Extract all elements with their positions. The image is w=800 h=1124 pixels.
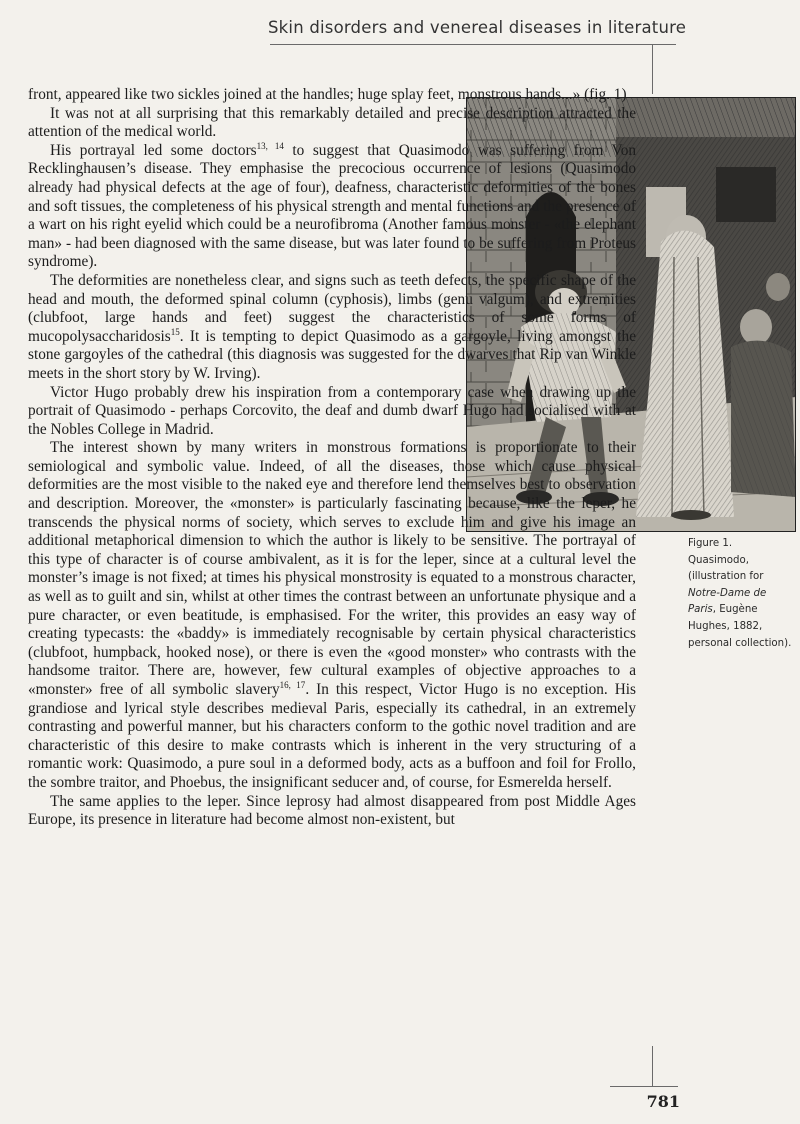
vertical-rule-bottom: [652, 1046, 653, 1086]
paragraph-5: Victor Hugo probably drew his inspiration from a contemporary case when drawing up the portrait of Quasimodo - perhaps Corcovito, the deaf and dumb dwarf Hugo had socialised with at the Nobles College in Madrid.: [28, 383, 636, 438]
paragraph-6-text-a: The interest shown by many writers in monstrous formations is proportionate to their semiological and symbolic value. Indeed, of all the diseases, those which cause physical deformities are the most visible to the naked eye and therefore lend themselves best to observation and description. Moreover, the «monster» is particularly fascinating because, like the leper, he transcends the physical norms of society, which serves to exclude him and give his image an additional metaphorical dimension to which the author is likely to be sensitive. The portrayal of this type of character is of course ambivalent, as it is for the leper, since at a cultural level the monster’s image is not fixed; at times his physical monstrosity is equated to a monstrous character, as well as to guilt and sin, whilst at other times the contrast between an unfortunate physique and a pure character, or even beatitude, is emphasised. For the writer, this provides an easy way of creating typecasts: the «baddy» is immediately recognisable by certain physical characteristics (clubfoot, humpback, hooked nose), or there is even the «good monster» who contrasts with the handsome traitor. There are, however, few cultural examples of objective approaches to a «monster» free of all symbolic slavery: [28, 439, 636, 698]
vertical-rule-top: [652, 44, 653, 94]
paragraph-7: The same applies to the leper. Since leprosy had almost disappeared from post Middle Ages Europe, its presence in literature had become almost non-existent, but: [28, 792, 636, 829]
figure-caption: [688, 536, 796, 652]
paragraph-6: [28, 439, 636, 792]
page-number: 781: [646, 1092, 680, 1111]
reference-13-14: 13, 14: [256, 140, 284, 151]
paragraph-2: It was not at all surprising that this remarkably detailed and precise description attracted the attention of the medical world.: [28, 104, 636, 141]
paragraph-4-text-a: The deformities are nonetheless clear, and signs such as teeth defects, the specific shape of the head and mouth, the deformed spinal column (cyphosis), limbs (genu valgum), and extremities (clubfoot, large hands and feet) suggest the characteristics of some forms of mucopolysaccharidosis: [28, 271, 636, 345]
reference-16-17: 16, 17: [279, 679, 306, 690]
paragraph-1: front, appeared like two sickles joined at the handles; huge splay feet, monstrous hands...» (fig. 1): [28, 86, 627, 103]
running-header: Skin disorders and venereal diseases in literature: [268, 18, 687, 37]
caption-book-title: Notre-Dame de Paris: [688, 587, 767, 616]
footer-rule: [610, 1086, 678, 1087]
paragraph-4-text-b: . It is tempting to depict Quasimodo as a gargoyle, living amongst the stone gargoyles of the cathedral (this diagnosis was suggested for the dwarves that Rip van Winkle meets in the short story by W. Irving).: [28, 327, 636, 382]
caption-prefix: Figure 1. Quasimodo, (illustration for: [688, 538, 764, 583]
paragraph-6-text-b: . In this respect, Victor Hugo is no exception. His grandiose and lyrical style describes medieval Paris, especially its cathedral, in an extremely contrasting and powerful manner, but his characters conform to the gothic novel tradition and are characteristic of this desire to make contrasts which is inherent in the very structuring of a romantic work: Quasimodo, a pure soul in a deformed body, acts as a buffoon and foil for Frollo, the sombre traitor, and Phoebus, the insignificant seducer and, of course, for Esmerelda herself.: [28, 681, 637, 791]
caption-suffix: , Eugène Hughes, 1882, personal collection).: [688, 604, 792, 649]
reference-15: 15: [170, 326, 180, 337]
paragraph-4: [28, 272, 636, 384]
header-rule: [270, 44, 676, 45]
paragraph-3-text-a: His portrayal led some doctors: [50, 141, 257, 159]
paragraph-3: [28, 142, 636, 272]
article-body: [28, 86, 636, 830]
paragraph-3-text-b: to suggest that Quasimodo was suffering from Von Recklinghausen’s disease. They emphasise the precocious occurrence of lesions (Quasimodo already had physical defects at the age of four), deafness, characteristic deformities of the bones and soft tissues, the completeness of his physical strength and mental functions and the presence of a wart on his right eyelid which could be a neurofibroma (Another famous monster - «the elephant man» - had been diagnosed with the same disease, but was later found to be suffering from Proteus syndrome).: [28, 141, 636, 271]
